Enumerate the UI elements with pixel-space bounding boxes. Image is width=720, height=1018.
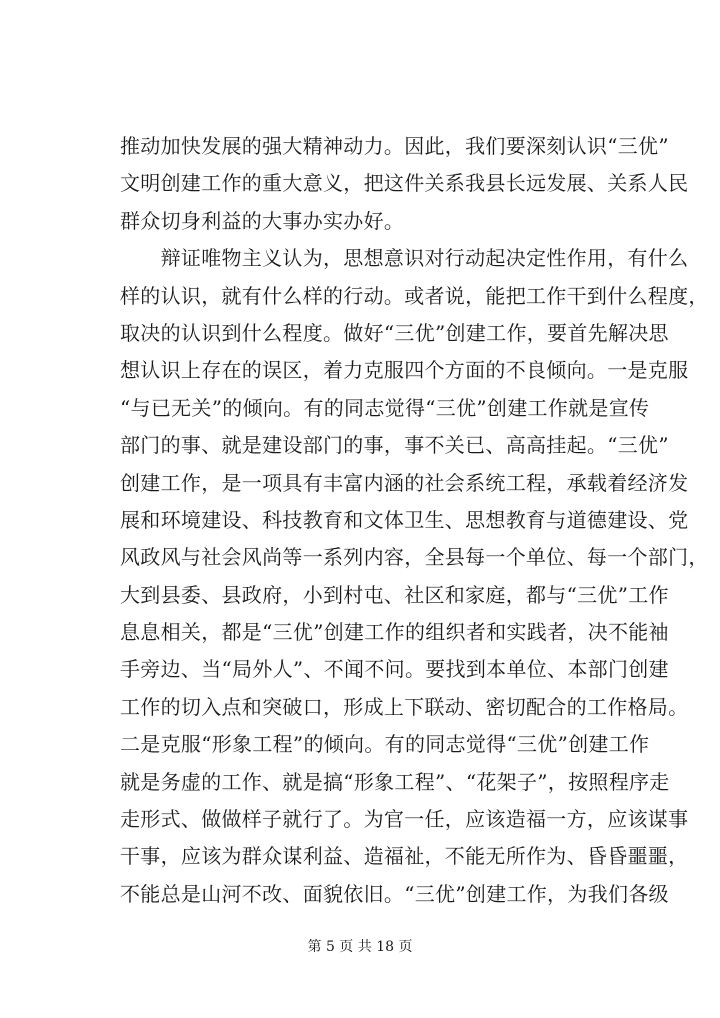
- text-line: 文明创建工作的重大意义，把这件关系我县长远发展、关系人民: [120, 171, 689, 196]
- text-line: 风政风与社会风尚等一系列内容，全县每一个单位、每一个部门，: [120, 545, 709, 570]
- text-line: 想认识上存在的误区，着力克服四个方面的不良倾向。一是克服: [120, 358, 689, 383]
- text-line: 部门的事、就是建设部门的事，事不关已、高高挂起。“三优”: [120, 433, 669, 458]
- text-line: 干事，应该为群众谋利益、造福祉，不能无所作为、昏昏噩噩，: [120, 844, 689, 869]
- text-line: 推动加快发展的强大精神动力。因此，我们要深刻认识“三优”: [120, 134, 669, 158]
- text-line: 二是克服“形象工程”的倾向。有的同志觉得“三优”创建工作: [120, 732, 650, 757]
- text-line: 手旁边、当“局外人”、不闻不问。要找到本单位、本部门创建: [120, 657, 669, 682]
- text-line: 取决的认识到什么程度。做好“三优”创建工作，要首先解决思: [120, 320, 669, 345]
- text-line: 创建工作，是一项具有丰富内涵的社会系统工程，承载着经济发: [120, 470, 689, 495]
- text-line: 息息相关，都是“三优”创建工作的组织者和实践者，决不能袖: [120, 620, 669, 645]
- page-number-footer: 第 5 页 共 18 页: [307, 939, 413, 955]
- text-line: 走形式、做做样子就行了。为官一任，应该造福一方，应该谋事: [120, 807, 689, 832]
- text-line: 展和环境建设、科技教育和文体卫生、思想教育与道德建设、党: [120, 507, 689, 532]
- text-line: 工作的切入点和突破口，形成上下联动、密切配合的工作格局。: [120, 694, 689, 719]
- text-line: 群众切身利益的大事办实办好。: [120, 208, 405, 233]
- text-line: 不能总是山河不改、面貌依旧。“三优”创建工作，为我们各级: [120, 881, 669, 906]
- text-line: 样的认识，就有什么样的行动。或者说，能把工作干到什么程度，: [120, 283, 709, 308]
- text-line: 大到县委、县政府，小到村屯、社区和家庭，都与“三优”工作: [120, 582, 669, 607]
- text-line: “与已无关”的倾向。有的同志觉得“三优”创建工作就是宣传: [120, 395, 650, 420]
- text-line: 就是务虚的工作、就是搞“形象工程”、“花架子”，按照程序走: [120, 769, 670, 794]
- text-line: 辩证唯物主义认为，思想意识对行动起决定性作用，有什么: [120, 246, 689, 271]
- body-text: [120, 128, 709, 913]
